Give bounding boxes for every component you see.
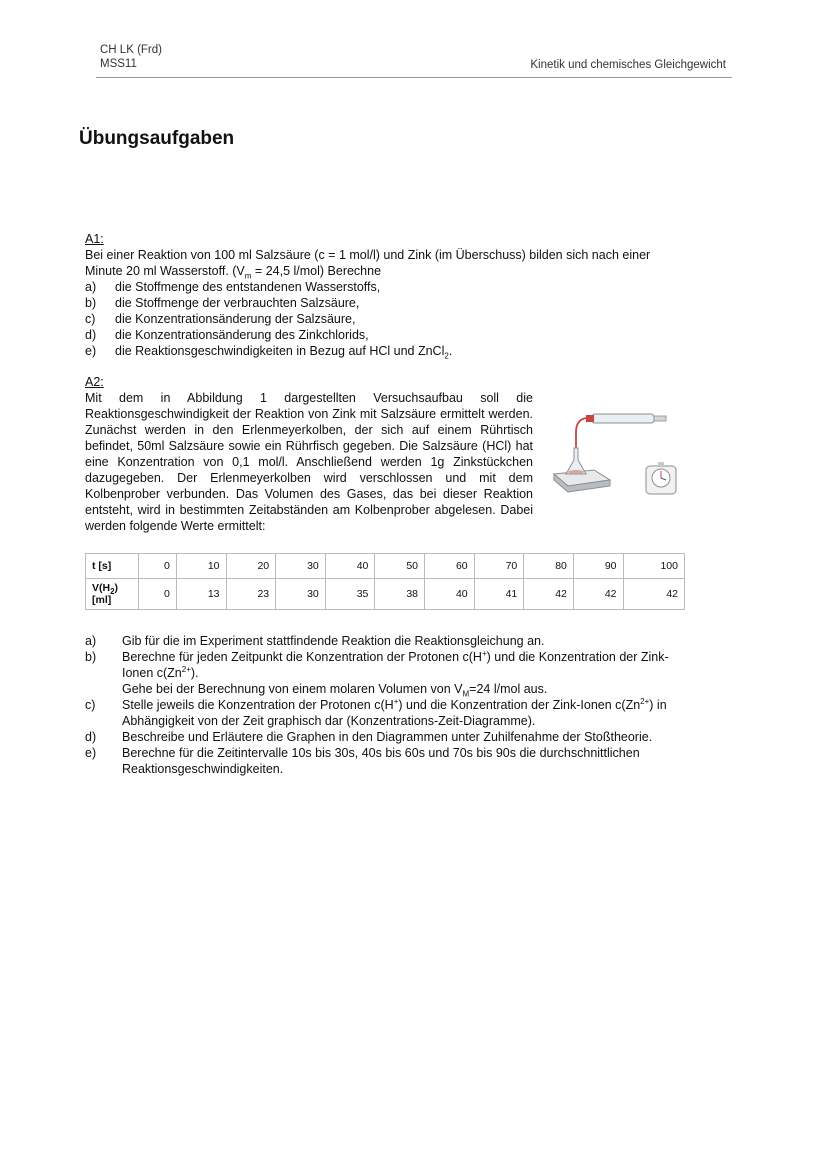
list-item: b) Berechne für jeden Zeitpunkt die Konzentration der Protonen c(H+) und die Konzentration der Zink-Ionen $c(Zn^{2+})$. Gehe bei der Berechnung von einem molaren Volumen von $V_M=24$ l/mol aus.: [85, 648, 669, 699]
task-a1-label: A1:: [85, 232, 104, 246]
header-course: CH LK (Frd): [100, 44, 162, 56]
header-topic: Kinetik und chemisches Gleichgewicht: [530, 59, 726, 71]
table-cell: 38: [375, 579, 425, 610]
table-cell: 0: [139, 554, 177, 579]
table-cell: 50: [375, 554, 425, 579]
list-item: c) Stelle jeweils die Konzentration der Protonen c(H+) und die Konzentration der Zink-Ionen $c(Zn^{2+})$ in Abhängigkeit von der Zeit graphisch dar (Konzentrations-Zeit-Diagramme).: [85, 696, 667, 728]
table-cell: 41: [474, 579, 524, 610]
task-a1-intro: Bei einer Reaktion von 100 ml Salzsäure (c = 1 mol/l) und Zink (im Überschuss) bilden sich nach einer Minute 20 ml Wasserstoff. ($V_m = 24,5$ l/mol) Berechne: [85, 248, 651, 281]
table-cell: 100: [623, 554, 685, 579]
task-a2: [85, 374, 533, 534]
table-row-head: $V(H_2)$ [ml]: [86, 579, 139, 610]
header-class: MSS11: [100, 58, 137, 70]
table-cell: 40: [425, 579, 475, 610]
table-cell: 42: [573, 579, 623, 610]
list-item: b) die Stoffmenge der verbrauchten Salzsäure,: [85, 296, 360, 310]
table-cell: 30: [276, 554, 326, 579]
table-cell: 30: [276, 579, 326, 610]
list-item: a) Gib für die im Experiment stattfindende Reaktion die Reaktionsgleichung an.: [85, 634, 545, 648]
page-title: Übungsaufgaben: [79, 128, 235, 149]
table-cell: 70: [474, 554, 524, 579]
task-a1: [85, 231, 685, 359]
table-cell: 42: [623, 579, 685, 610]
list-item: c) die Konzentrationsänderung der Salzsäure,: [85, 312, 356, 326]
header-divider: [96, 77, 732, 78]
table-cell: 10: [176, 554, 226, 579]
list-item: d) die Konzentrationsänderung des Zinkchlorids,: [85, 328, 369, 342]
list-item: e) die Reaktionsgeschwindigkeiten in Bezug auf HCl und ZnCl$_2$.: [85, 344, 453, 361]
table-row-head: t [s]: [86, 554, 139, 579]
table-row-time: [86, 554, 685, 579]
table-cell: 20: [226, 554, 276, 579]
table-cell: 35: [325, 579, 375, 610]
apparatus-illustration: [548, 410, 690, 500]
header-left: [100, 43, 162, 71]
values-table: [85, 553, 685, 610]
table-cell: 13: [176, 579, 226, 610]
table-cell: 90: [573, 554, 623, 579]
table-cell: 0: [139, 579, 177, 610]
table-row-volume: [86, 579, 685, 610]
task-a1-list: [85, 279, 685, 359]
table-cell: 60: [425, 554, 475, 579]
task-a2-questions: [85, 633, 685, 777]
table-cell: 40: [325, 554, 375, 579]
list-item: e) Berechne für die Zeitintervalle 10s bis 30s, 40s bis 60s und 70s bis 90s die durchschnittlichen Reaktionsgeschwindigkeiten.: [85, 746, 640, 776]
stopwatch-icon: [646, 462, 676, 494]
table-cell: 80: [524, 554, 574, 579]
table-cell: 23: [226, 579, 276, 610]
list-item: d) Beschreibe und Erläutere die Graphen in den Diagrammen unter Zuhilfenahme der Stoßtheorie.: [85, 730, 653, 744]
task-a2-label: A2:: [85, 375, 104, 389]
list-item: a) die Stoffmenge des entstandenen Wasserstoffs,: [85, 280, 381, 294]
task-a2-intro: Mit dem in Abbildung 1 dargestellten Versuchsaufbau soll die Reaktionsgeschwindigkeit der Reaktion von Zink mit Salzsäure ermittelt werden. Zunächst werden in den Erlenmeyerkolben, der sich auf einem Rührtisch befindet, 50ml Salzsäure sowie ein Rührfisch gegeben. Die Salzsäure (HCl) hat eine Konzentration von 0,1 mol/l. Anschließend werden 1g Zinkstückchen dazugegeben. Der Erlenmeyerkolben wird verschlossen und mit dem Kolbenprober verbunden. Das Volumen des Gases, das bei dieser Reaktion entsteht, wird in bestimmten Zeitabständen am Kolbenprober abgelesen. Dabei werden folgende Werte ermittelt:: [85, 391, 533, 533]
table-cell: 42: [524, 579, 574, 610]
